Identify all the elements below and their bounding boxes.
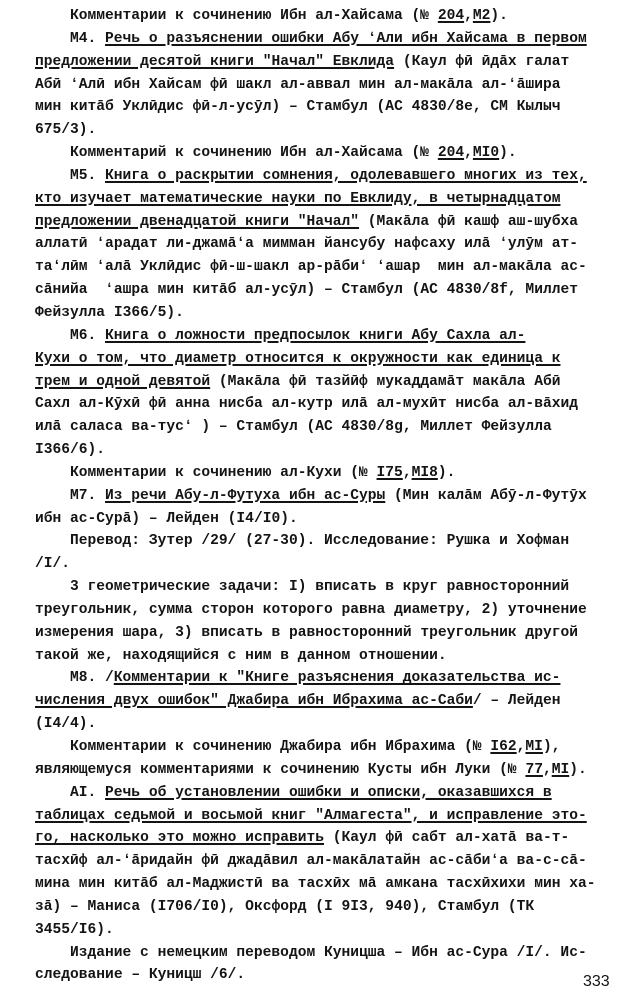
text-segment: ). [569,761,587,778]
text-line [35,553,615,576]
page-number: 333 [583,973,610,990]
text-line [35,348,615,371]
text-line [35,964,615,987]
text-segment: мина мин китāб ал-Маджистӣ ва тасхӣх мā амкана тасхӣхихи мин ха- [35,876,596,893]
text-segment: M8. / [70,670,114,687]
underlined-title-text: таблицах седьмой и восьмой книг "Алмагеста", и исправление это- [35,807,587,824]
text-segment: измерения шара, 3) вписать в равносторонний треугольник другой [35,624,578,641]
text-segment: / – Лейден [472,693,561,710]
underlined-title-text: Комментарии к "Книге разъяснения доказательства ис- [113,670,561,687]
text-line [35,827,615,850]
paragraph-start-line [35,667,615,690]
text-segment: ). [490,8,508,24]
underlined-title-text: 204 [437,145,465,162]
text-line [35,96,615,119]
paragraph-start-line [35,736,615,759]
text-segment: аллатӣ ʻарадат ли-джамāʻа мимман йансубу нафсаху илā ʻулӯм ат- [35,236,578,253]
underlined-title-text: M2 [472,8,491,24]
text-segment: треугольник, сумма сторон которого равна диаметру, 2) уточнение [35,601,587,618]
text-segment: , [516,739,526,755]
paragraph-start-line [35,530,615,553]
underlined-title-text: 77 [525,761,543,778]
text-segment: (Макāла фӣ кашф аш-шубха [359,213,578,230]
text-segment: Абӣ ʻАлӣ ибн Хайсам фӣ шакл ал-аввал мин ал-макāла ал-ʻāшира [35,76,561,93]
underlined-title-text: Речь о разъяснении ошибки Абу ʻАли ибн Хайсама в первом [105,30,587,47]
text-segment: 675/3). [35,122,97,139]
text-segment: сāнийа ʻашра мин китāб ал-усӯл) – Стамбул (АС 4830/8f, Миллет [35,282,578,299]
text-segment: , [464,8,473,24]
text-segment: , [402,464,412,481]
text-line [35,74,615,97]
text-line [35,622,615,645]
text-segment: тасхӣф ал-ʻāридайн фӣ джадāвил ал-макāлатайн ас-сāбиʻа ва-с-сā- [35,853,587,870]
text-segment: такой же, находящийся с ним в данном отношении. [35,647,447,664]
text-segment: M6. [70,327,106,344]
underlined-title-text: Кухи о том, что диаметр относится к окружности как единица к [35,350,561,367]
document-page-text [35,5,615,987]
text-line [35,233,615,256]
text-segment: таʻлӣм ʻалā Уклӣдис фӣ-ш-шакл ар-рāбиʻ ʻашар мин ал-макāла ас- [35,259,587,276]
paragraph-start-line [35,462,615,485]
underlined-title-text: MI8 [411,464,438,481]
underlined-title-text: трем и одной девятой [35,373,211,390]
text-line [35,599,615,622]
underlined-title-text: Речь об установлении ошибки и описки, оказавшихся в [105,784,552,801]
text-line [35,256,615,279]
text-line [35,188,615,211]
text-segment: (Каул фӣ ӣдāх галат [394,53,570,70]
text-segment: M7. [70,487,106,504]
underlined-title-text: I62 [490,739,517,755]
text-segment: (Каул фӣ сабт ал-хатā ва-т- [324,830,570,847]
paragraph-start-line [35,782,615,805]
text-segment: (I4/4). [35,716,97,733]
underlined-title-text: Из речи Абу-л-Футуха ибн ас-Суры [105,487,386,504]
paragraph-start-line [35,485,615,508]
underlined-title-text: 204 [437,8,465,24]
underlined-title-text: MI0 [472,145,500,162]
paragraph-start-line [35,142,615,165]
text-line [35,759,615,782]
text-line [35,873,615,896]
text-segment: ). [437,464,456,481]
text-segment: M5. [70,167,106,184]
text-line [35,805,615,828]
text-line [35,508,615,531]
text-line [35,896,615,919]
text-segment: Комментарии к сочинению ал-Кухи (№ [70,464,377,481]
text-segment: Комментарии к сочинению Джабира ибн Ибрахима (№ [70,739,491,755]
underlined-title-text: предложении двенадцатой книги "Начал" [35,213,360,230]
text-segment: Издание с немецким переводом Куницша – Ибн ас-Сура /I/. Ис- [70,944,587,961]
underlined-title-text: MI [525,739,543,755]
text-line [35,302,615,325]
text-line [35,211,615,234]
text-line [35,850,615,873]
text-segment: AI. [70,784,106,801]
paragraph-start-line [35,5,615,28]
text-line [35,416,615,439]
text-segment: ). [499,145,517,162]
text-line [35,690,615,713]
underlined-title-text: предложении десятой книги "Начал" Евклида [35,53,395,70]
underlined-title-text: I75 [376,464,403,481]
text-segment: илā саласа ва-тусʻ ) – Стамбул (АС 4830/8g, Миллет Фейзулла [35,419,552,436]
underlined-title-text: кто изучает математические науки по Евклиду, в четырнадцатом [35,190,561,207]
underlined-title-text: MI [551,761,570,778]
text-line [35,713,615,736]
text-segment: являющемуся комментариями к сочинению Кусты ибн Луки (№ [35,761,526,778]
text-segment: следование – Куницш /6/. [35,967,246,984]
text-line [35,51,615,74]
text-segment: (Макāла фӣ тазйӣф мукаддамāт макāла Абӣ [210,373,561,390]
text-segment: 3 геометрические задачи: I) вписать в круг равносторонний [70,579,570,596]
paragraph-start-line [35,576,615,599]
paragraph-start-line [35,325,615,348]
paragraph-start-line [35,942,615,965]
text-segment: /I/. [35,556,71,573]
underlined-title-text: го, насколько это можно исправить [35,830,325,847]
text-segment: (Мин калāм Абӯ-л-Футӯх [385,487,587,504]
text-line [35,393,615,416]
text-segment: ибн ас-Сурā) – Лейден (I4/I0). [35,510,298,527]
text-segment: M4. [70,30,106,47]
text-line [35,645,615,668]
text-segment: ), [542,739,561,755]
underlined-title-text: Книга о ложности предпосылок книги Абу Сахла ал- [105,327,526,344]
text-segment: зā) – Маниса (I706/I0), Оксфорд (I 9I3, 940), Стамбул (ТК [35,898,535,915]
text-line [35,439,615,462]
text-line [35,119,615,142]
text-segment: , [464,145,473,162]
text-segment: Перевод: Зутер /29/ (27-30). Исследование: Рушка и Хофман [70,533,570,550]
text-segment: Сахл ал-Кӯхӣ фӣ анна нисба ал-кутр илā ал-мухӣт нисба ал-вāхид [35,396,578,413]
text-segment: мин китāб Уклӣдис фӣ-л-усӯл) – Стамбул (АС 4830/8е, СМ Кылыч [35,99,561,116]
text-line [35,919,615,942]
paragraph-start-line [35,28,615,51]
text-segment: I366/6). [35,442,106,459]
text-line [35,371,615,394]
text-segment: 3455/I6). [35,921,114,938]
text-segment: , [542,761,552,778]
underlined-title-text: Книга о раскрытии сомнения, одолевавшего многих из тех, [105,167,587,184]
text-line [35,279,615,302]
paragraph-start-line [35,165,615,188]
text-segment: Комментарии к сочинению Ибн ал-Хайсама (№ [70,8,438,24]
underlined-title-text: числения двух ошибок" Джабира ибн Ибрахима ас-Саби [35,693,473,710]
text-segment: Фейзулла I366/5). [35,304,184,321]
text-segment: Комментарий к сочинению Ибн ал-Хайсама (№ [70,145,438,162]
